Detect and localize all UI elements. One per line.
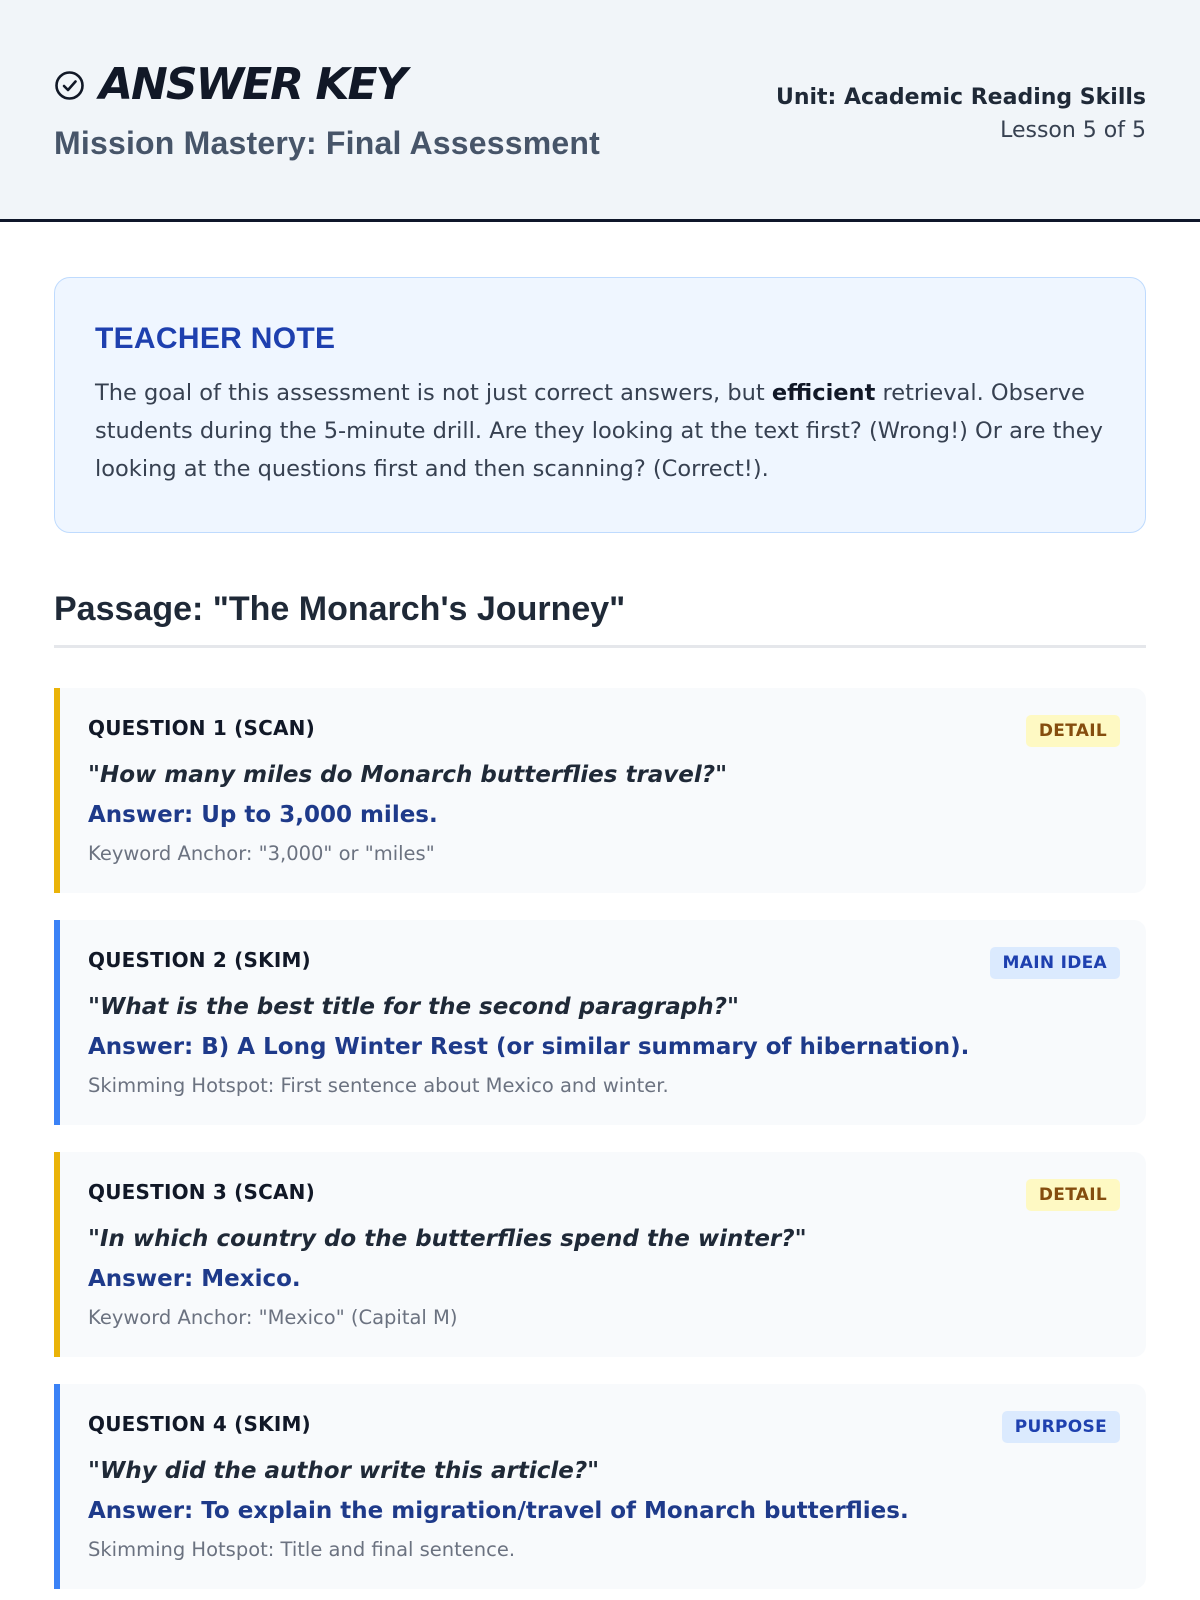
question-card: [54, 1152, 1146, 1357]
page-title: ANSWER KEY: [99, 59, 406, 110]
question-hint: Skimming Hotspot: Title and final sentence.: [88, 1538, 516, 1561]
teacher-note: [54, 277, 1146, 533]
lesson-label: Lesson 5 of 5: [1000, 117, 1146, 143]
teacher-note-emphasis: efficient: [771, 380, 876, 406]
question-answer: Answer: Up to 3,000 miles.: [88, 802, 438, 828]
question-tag: DETAIL: [1026, 1179, 1120, 1211]
question-tag: DETAIL: [1026, 715, 1120, 747]
question-tag: MAIN IDEA: [990, 947, 1120, 979]
page-header: [0, 0, 1200, 222]
question-text: "Why did the author write this article?": [88, 1458, 600, 1484]
question-card: [54, 920, 1146, 1125]
question-label: QUESTION 3 (SCAN): [88, 1180, 315, 1204]
unit-label: Unit: Academic Reading Skills: [775, 84, 1146, 110]
teacher-note-text-2: retrieval. Observe students during the 5-minute drill. Are they looking at the text first? (Wrong!) Or are they looking at the questions first and then scanning? (Correct!).: [95, 380, 1103, 482]
question-label: QUESTION 1 (SCAN): [88, 716, 315, 740]
teacher-note-text-1: The goal of this assessment is not just correct answers, but: [95, 380, 772, 406]
question-list: [54, 688, 1146, 1589]
question-card: [54, 1384, 1146, 1589]
teacher-note-body: [95, 374, 1105, 488]
question-answer: Answer: Mexico.: [88, 1266, 301, 1292]
question-hint: Skimming Hotspot: First sentence about Mexico and winter.: [88, 1074, 669, 1097]
question-label: QUESTION 4 (SKIM): [88, 1412, 311, 1436]
question-text: "What is the best title for the second paragraph?": [88, 994, 739, 1020]
page-subtitle: Mission Mastery: Final Assessment: [54, 125, 601, 161]
unit-info: [776, 77, 1146, 143]
title-row: [54, 59, 600, 110]
teacher-note-title: TEACHER NOTE: [95, 322, 336, 355]
header-title-block: [54, 57, 600, 162]
question-label: QUESTION 2 (SKIM): [88, 948, 311, 972]
question-hint: Keyword Anchor: "Mexico" (Capital M): [88, 1306, 458, 1329]
question-card: [54, 688, 1146, 893]
question-hint: Keyword Anchor: "3,000" or "miles": [88, 842, 435, 865]
passage-heading: Passage: "The Monarch's Journey": [54, 590, 1146, 648]
question-text: "In which country do the butterflies spend the winter?": [88, 1226, 807, 1252]
question-answer: Answer: To explain the migration/travel of Monarch butterflies.: [88, 1498, 909, 1524]
check-circle-icon: [54, 70, 85, 101]
question-text: "How many miles do Monarch butterflies travel?": [88, 762, 728, 788]
question-tag: PURPOSE: [1002, 1411, 1120, 1443]
question-answer: Answer: B) A Long Winter Rest (or similar summary of hibernation).: [88, 1034, 970, 1060]
main-content: [0, 222, 1200, 1589]
